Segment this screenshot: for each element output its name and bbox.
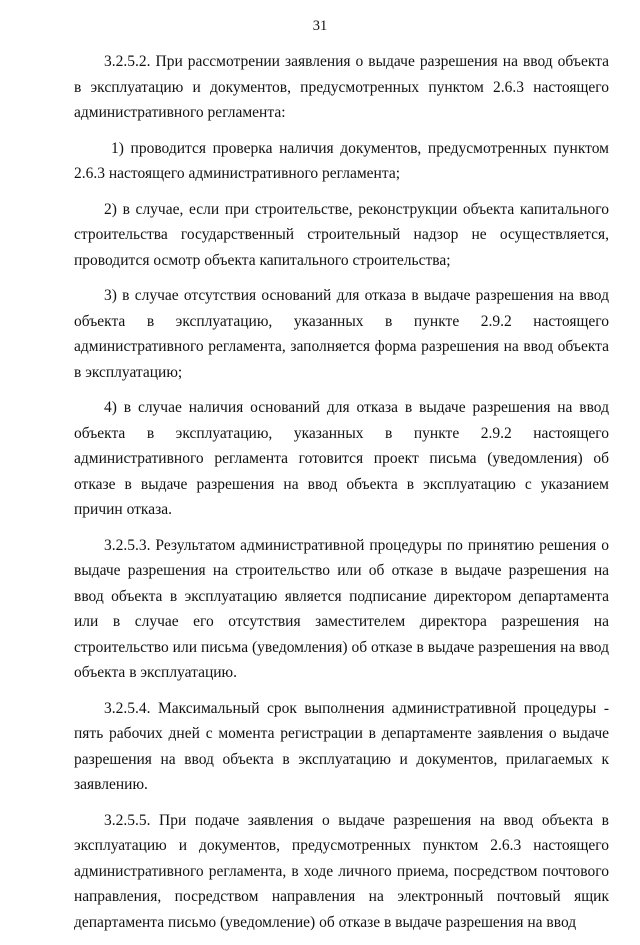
- paragraph-3-2-5-4: 3.2.5.4. Максимальный срок выполнения административной процедуры - пять рабочих дней с момента регистрации в департаменте заявления о выдаче разрешения на ввод объекта в эксплуатацию и документов, прилагаемых к заявлению.: [74, 699, 609, 793]
- page-number: 31: [312, 18, 328, 34]
- list-item-4: 4) в случае наличия оснований для отказа в выдаче разрешения на ввод объекта в эксплуатацию, указанных в пункте 2.9.2 настоящего административного регламента готовится проект письма (уведомления) об отказе в выдаче разрешения на ввод объекта в эксплуатацию с указанием причин отказа.: [74, 399, 609, 518]
- document-body: [74, 49, 609, 945]
- list-item-2: 2) в случае, если при строительстве, реконструкции объекта капитального строительства государственный строительный надзор не осуществляется, проводится осмотр объекта капитального строительства;: [74, 200, 609, 269]
- paragraph-3-2-5-5: 3.2.5.5. При подаче заявления о выдаче разрешения на ввод объекта в эксплуатацию и документов, предусмотренных пунктом 2.6.3 настоящего административного регламента, в ходе личного приема, посредством почтового направления, посредством направления на электронный почтовый ящик департамента письмо (уведомление) об отказе в выдаче разрешения на ввод: [74, 811, 609, 931]
- list-item-1: 1) проводится проверка наличия документов, предусмотренных пунктом 2.6.3 настоящего административного регламента;: [74, 139, 609, 182]
- paragraph-3-2-5-2: 3.2.5.2. При рассмотрении заявления о выдаче разрешения на ввод объекта в эксплуатацию и документов, предусмотренных пунктом 2.6.3 настоящего административного регламента:: [74, 53, 609, 121]
- list-item-3: 3) в случае отсутствия оснований для отказа в выдаче разрешения на ввод объекта в эксплуатацию, указанных в пункте 2.9.2 настоящего административного регламента, заполняется форма разрешения на ввод объекта в эксплуатацию;: [74, 287, 609, 381]
- paragraph-3-2-5-3: 3.2.5.3. Результатом административной процедуры по принятию решения о выдаче разрешения на строительство или об отказе в выдаче разрешения на ввод объекта в эксплуатацию является подписание директором департамента или в случае его отсутствия заместителем директора разрешения на строительство или письма (уведомления) об отказе в выдаче разрешения на ввод объекта в эксплуатацию.: [74, 536, 609, 681]
